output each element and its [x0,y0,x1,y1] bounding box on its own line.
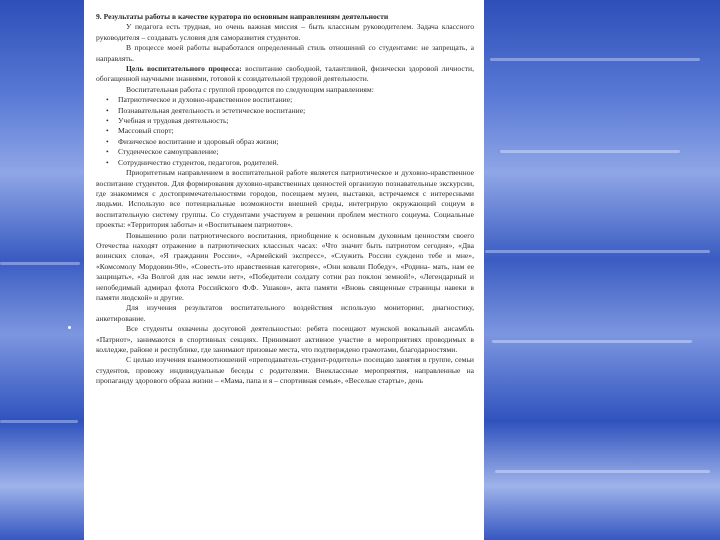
paragraph-9: С целью изучения взаимоотношений «преподаватель-студент-родитель» посещаю занятия в группе, семьи студентов, провожу индивидуальные беседы с родителями. Внеклассные мероприятия, направленные на пропаганду здорового образа жизни – «Мама, папа и я – спортивная семья», «Веселые старты», день [96,355,474,386]
list-item: • Массовый спорт; [118,126,474,136]
list-item: • Физическое воспитание и здоровый образ жизни; [118,137,474,147]
goal-label: Цель воспитательного процесса: [126,64,242,74]
list-item: • Учебная и трудовая деятельность; [118,116,474,126]
list-item: • Патриотическое и духовно-нравственное воспитание; [118,95,474,105]
goal-text: воспитание свободной, талантливой, физически здоровой личности, обогащенной научными знаниями, готовой к созидательной трудовой деятельности. [96,64,474,84]
paragraph-2: В процессе моей работы выработался определенный стиль отношений со студентами: не запрещать, а направлять. [96,43,474,63]
paragraph-7: Для изучения результатов воспитательного воздействия использую мониторинг, диагностику, анкетирование. [96,303,474,323]
paragraph-1: У педагога есть трудная, но очень важная миссия – быть классным руководителем. Задача классного руководителя – создавать условия для саморазвития студентов. [96,22,474,42]
paragraph-6: Повышению роли патриотического воспитания, приобщение к основным духовным ценностям своего Отечества находят отражение в патриотических классных часах: «Что значит быть патриотом сегодня», «Два воинских слова», «Я гражданин России», «Армейский экспресс», «Служить России суждено тебе и мне», «Комсомолу Мордовии-90», «Совесть-это нравственная категория», «Они ковали Победу», «Родина- мать, нам ее защищать», «За Волгой для нас земли нет», «Победители солдату сотни раз поклон земной!», «Легендарный и непобедимый адмирал флота Российского Ф.Ф. Ушаков», акта памяти «Вновь священные страницы навеки в памяти людской» и другие. [96,230,474,302]
document-heading: 9. Результаты работы в качестве куратора по основным направлениям деятельности [96,12,389,21]
list-item: • Сотрудничество студентов, педагогов, родителей. [118,158,474,168]
document-page [84,0,484,540]
paragraph-goal [96,64,474,85]
list-item: • Познавательная деятельность и эстетическое воспитание; [118,106,474,116]
paragraph-directions-intro: Воспитательная работа с группой проводится по следующим направлениям: [126,84,374,94]
list-item: • Студенческое самоуправление; [118,147,474,157]
paragraph-5: Приоритетным направлением в воспитательной работе является патриотическое и духовно-нравственное воспитание студентов. Для формирования духовно-нравственных ценностей организую познавательные экскурсии, где знакомимся с достопримечательностями городов, посещаем музеи, выставки, встречаемся с интересными людьми. Использую все потенциальные возможности внешней среды, интегрирую окружающий социум в воспитательную систему группы. Со студентами участвуем в решении проблем местного социума. Социальные проекты: «Территория заботы» и «Воспитываем патриотов». [96,168,474,230]
directions-list [96,95,474,168]
paragraph-8: Все студенты охвачены досуговой деятельностью: ребята посещают мужской вокальный ансамбль «Патриот», занимаются в спортивных секциях. Принимают активное участие в мероприятиях проводимых в колледже, районе и республике, где занимают призовые места, что подтверждено грамотами, благодарностями. [96,324,474,354]
bullet-dot [68,326,71,329]
